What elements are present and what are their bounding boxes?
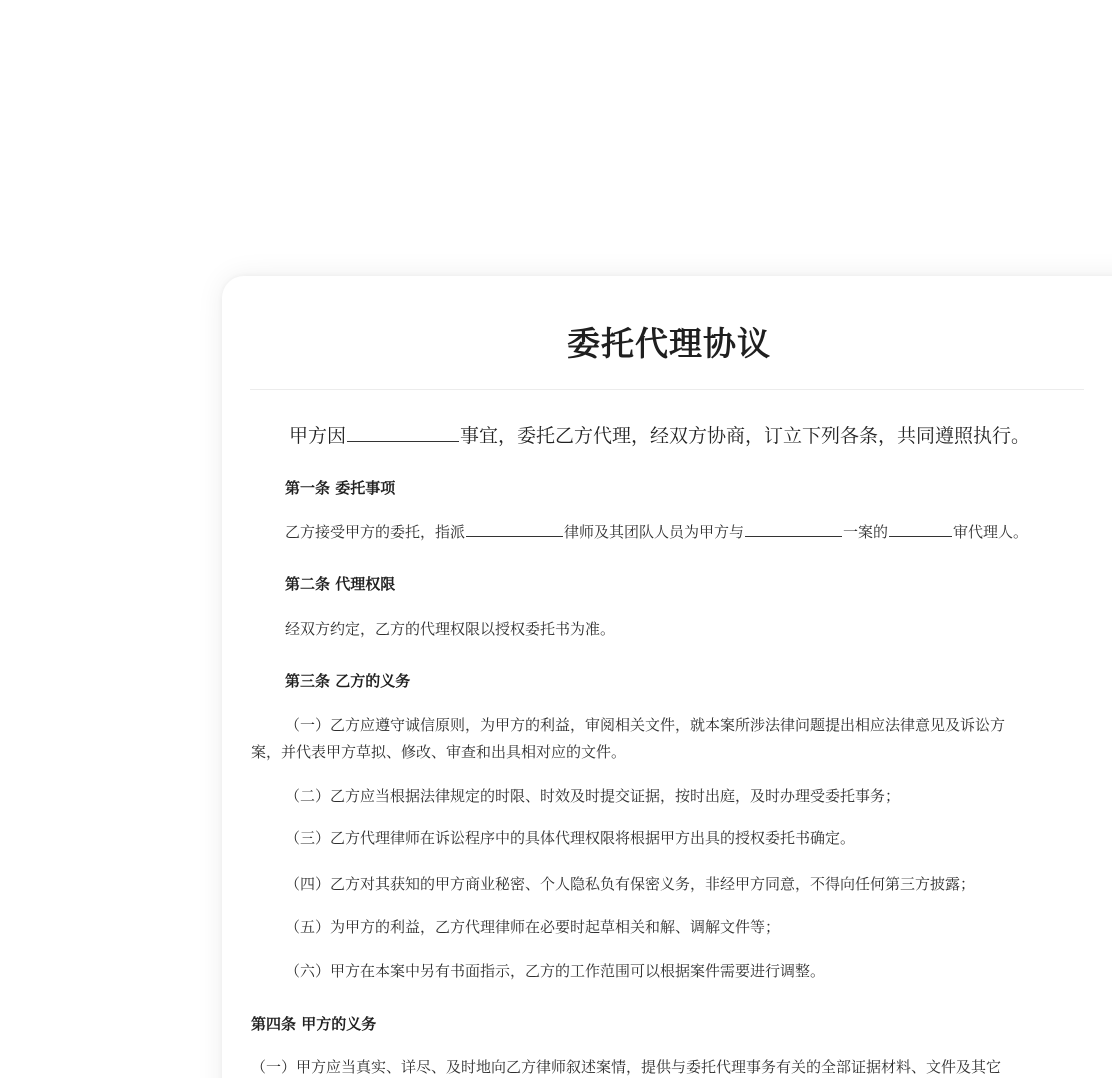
trial-level-blank [889, 521, 952, 537]
intro-paragraph [289, 421, 1030, 448]
article-1-text-a: 乙方接受甲方的委托，指派 [285, 523, 466, 541]
article-3-item-2: （二）乙方应当根据法律规定的时限、时效及时提交证据，按时出庭，及时办理受委托事务； [285, 787, 901, 805]
article-3-item-6: （六）甲方在本案中另有书面指示，乙方的工作范围可以根据案件需要进行调整。 [285, 962, 826, 980]
article-1-text-b: 律师及其团队人员为甲方与 [564, 523, 745, 541]
lawyer-name-blank [466, 521, 563, 537]
intro-text-end: 事宜，委托乙方代理，经双方协商，订立下列各条，共同遵照执行。 [460, 425, 1031, 447]
article-3-item-1-line-2: 案，并代表甲方草拟、修改、审查和出具相对应的文件。 [251, 743, 627, 761]
article-4-item-1-line-1: （一）甲方应当真实、详尽、及时地向乙方律师叙述案情，提供与委托代理事务有关的全部证据材料、文件及其它 [251, 1058, 1002, 1076]
document-title-row [0, 318, 1112, 365]
title-divider [250, 389, 1084, 390]
opposing-party-blank [745, 521, 842, 537]
document-title: 委托代理协议 [567, 324, 771, 363]
article-1-paragraph [285, 521, 1028, 542]
intro-blank [347, 422, 459, 442]
article-2-heading: 第二条 代理权限 [285, 575, 396, 593]
article-3-item-3: （三）乙方代理律师在诉讼程序中的具体代理权限将根据甲方出具的授权委托书确定。 [285, 829, 856, 847]
article-3-item-4: （四）乙方对其获知的甲方商业秘密、个人隐私负有保密义务，非经甲方同意，不得向任何第三方披露； [285, 875, 976, 893]
article-1-text-c: 一案的 [843, 523, 889, 541]
article-3-item-1-line-1: （一）乙方应遵守诚信原则，为甲方的利益，审阅相关文件，就本案所涉法律问题提出相应法律意见及诉讼方 [285, 716, 1006, 734]
article-4-heading: 第四条 甲方的义务 [251, 1015, 377, 1033]
article-1-heading: 第一条 委托事项 [285, 479, 396, 497]
intro-text-start: 甲方因 [289, 425, 347, 447]
article-3-item-5: （五）为甲方的利益，乙方代理律师在必要时起草相关和解、调解文件等； [285, 918, 781, 936]
article-1-text-d: 审代理人。 [953, 523, 1029, 541]
article-2-paragraph: 经双方约定，乙方的代理权限以授权委托书为准。 [285, 620, 616, 638]
article-3-heading: 第三条 乙方的义务 [285, 672, 411, 690]
